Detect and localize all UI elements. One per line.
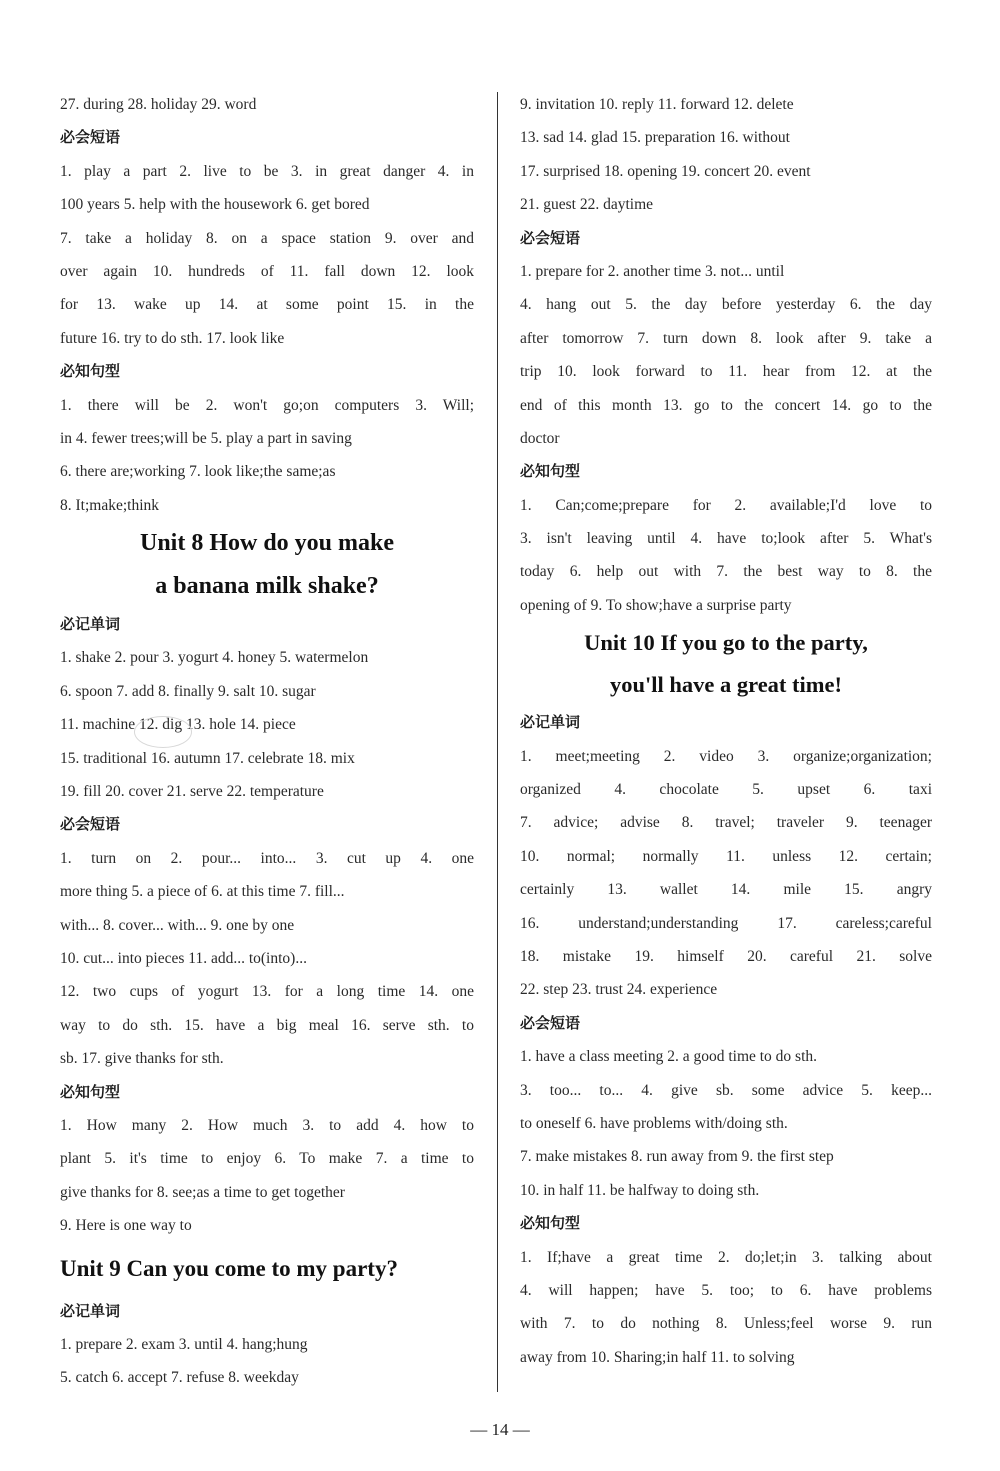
text-line: after tomorrow 7. turn down 8. look after 9. take a: [520, 329, 932, 347]
unit-title: Unit 10 If you go to the party,: [584, 630, 868, 656]
text-line: 7. make mistakes 8. run away from 9. the first step: [520, 1148, 834, 1166]
text-line: away from 10. Sharing;in half 11. to solving: [520, 1348, 795, 1366]
text-line: 1. turn on 2. pour... into... 3. cut up 4. one: [60, 849, 474, 867]
section-heading: 必会短语: [60, 128, 121, 147]
text-line: 9. invitation 10. reply 11. forward 12. delete: [520, 96, 794, 113]
text-line: 4. will happen; have 5. too; to 6. have problems: [520, 1281, 932, 1299]
unit-title: Unit 9 Can you come to my party?: [60, 1255, 398, 1281]
text-line: 27. during 28. holiday 29. word: [60, 96, 257, 113]
text-line: today 6. help out with 7. the best way to 8. the: [520, 563, 932, 581]
text-line: 10. normal; normally 11. unless 12. certain;: [520, 847, 932, 865]
text-line: 15. traditional 16. autumn 17. celebrate 18. mix: [60, 749, 355, 767]
section-heading: 必记单词: [60, 1301, 121, 1320]
text-line: give thanks for 8. see;as a time to get together: [60, 1183, 345, 1201]
text-line: 1. there will be 2. won't go;on computers 3. Will;: [60, 396, 474, 414]
text-line: organized 4. chocolate 5. upset 6. taxi: [520, 781, 932, 799]
text-line: way to do sth. 15. have a big meal 16. serve sth. to: [60, 1016, 474, 1034]
text-line: with... 8. cover... with... 9. one by one: [60, 916, 295, 934]
text-line: more thing 5. a piece of 6. at this time 7. fill...: [60, 883, 345, 901]
text-line: trip 10. look forward to 11. hear from 12. at the: [520, 363, 932, 381]
text-line: 1. shake 2. pour 3. yogurt 4. honey 5. watermelon: [60, 649, 369, 667]
text-line: end of this month 13. go to the concert 14. go to the: [520, 396, 932, 414]
text-line: 6. spoon 7. add 8. finally 9. salt 10. sugar: [60, 682, 316, 700]
text-line: 10. in half 11. be halfway to doing sth.: [520, 1181, 760, 1199]
unit-title: you'll have a great time!: [609, 672, 843, 698]
text-line: 3. too... to... 4. give sb. some advice 5. keep...: [520, 1081, 932, 1099]
section-heading: 必知句型: [520, 462, 581, 481]
text-line: plant 5. it's time to enjoy 6. To make 7. a time to: [60, 1150, 474, 1168]
stamp-watermark: [134, 716, 192, 748]
text-line: 3. isn't leaving until 4. have to;look after 5. What's: [520, 530, 932, 548]
text-line: 18. mistake 19. himself 20. careful 21. solve: [520, 947, 932, 965]
section-heading: 必记单词: [520, 713, 581, 732]
text-line: 8. It;make;think: [60, 496, 160, 514]
section-heading: 必知句型: [60, 362, 121, 381]
text-line: 1. Can;come;prepare for 2. available;I'd love to: [520, 496, 932, 514]
text-line: 22. step 23. trust 24. experience: [520, 981, 718, 999]
unit-title: Unit 8 How do you make: [139, 530, 395, 557]
text-line: certainly 13. wallet 14. mile 15. angry: [520, 881, 932, 899]
text-line: in 4. fewer trees;will be 5. play a part in saving: [60, 429, 352, 447]
text-line: 4. hang out 5. the day before yesterday 6. the day: [520, 296, 932, 314]
right-column: [520, 88, 932, 1374]
text-line: to oneself 6. have problems with/doing sth.: [520, 1114, 788, 1132]
section-heading: 必会短语: [520, 1013, 581, 1032]
text-line: with 7. to do nothing 8. Unless;feel worse 9. run: [520, 1315, 932, 1333]
text-line: 1. meet;meeting 2. video 3. organize;organization;: [520, 747, 932, 765]
text-line: 11. machine 12. dig 13. hole 14. piece: [60, 716, 296, 734]
left-column: [60, 88, 474, 1395]
unit-title: a banana milk shake?: [155, 573, 379, 600]
text-line: future 16. try to do sth. 17. look like: [60, 329, 285, 347]
section-heading: 必记单词: [60, 615, 121, 634]
text-line: 17. surprised 18. opening 19. concert 20. event: [520, 162, 811, 180]
text-line: 100 years 5. help with the housework 6. get bored: [60, 196, 370, 214]
text-line: opening of 9. To show;have a surprise party: [520, 596, 792, 614]
text-line: 1. If;have a great time 2. do;let;in 3. talking about: [520, 1248, 932, 1266]
text-line: 7. take a holiday 8. on a space station 9. over and: [60, 229, 474, 247]
text-line: 21. guest 22. daytime: [520, 196, 654, 214]
text-line: 10. cut... into pieces 11. add... to(into)...: [60, 949, 307, 967]
text-line: 12. two cups of yogurt 13. for a long time 14. one: [60, 983, 474, 1001]
text-line: doctor: [520, 429, 560, 447]
text-line: 9. Here is one way to: [60, 1217, 192, 1235]
text-line: 1. play a part 2. live to be 3. in great danger 4. in: [60, 162, 474, 180]
text-line: 1. How many 2. How much 3. to add 4. how to: [60, 1116, 474, 1134]
text-line: 19. fill 20. cover 21. serve 22. temperature: [60, 783, 324, 801]
text-line: sb. 17. give thanks for sth.: [60, 1050, 224, 1068]
section-heading: 必知句型: [520, 1214, 581, 1233]
text-line: 16. understand;understanding 17. careless;careful: [520, 914, 932, 932]
text-line: 13. sad 14. glad 15. preparation 16. without: [520, 129, 790, 147]
text-line: over again 10. hundreds of 11. fall down 12. look: [60, 262, 474, 280]
text-line: 5. catch 6. accept 7. refuse 8. weekday: [60, 1369, 299, 1387]
text-line: 7. advice; advise 8. travel; traveler 9. teenager: [520, 814, 932, 832]
column-divider: [497, 92, 498, 1392]
page-number: — 14 —: [470, 1420, 530, 1439]
section-heading: 必知句型: [60, 1082, 121, 1101]
section-heading: 必会短语: [60, 815, 121, 834]
section-heading: 必会短语: [520, 228, 581, 247]
text-line: 6. there are;working 7. look like;the same;as: [60, 463, 336, 481]
text-line: 1. prepare 2. exam 3. until 4. hang;hung: [60, 1335, 308, 1353]
text-line: 1. prepare for 2. another time 3. not... until: [520, 262, 785, 280]
text-line: 1. have a class meeting 2. a good time to do sth.: [520, 1048, 818, 1066]
text-line: for 13. wake up 14. at some point 15. in the: [60, 296, 474, 314]
